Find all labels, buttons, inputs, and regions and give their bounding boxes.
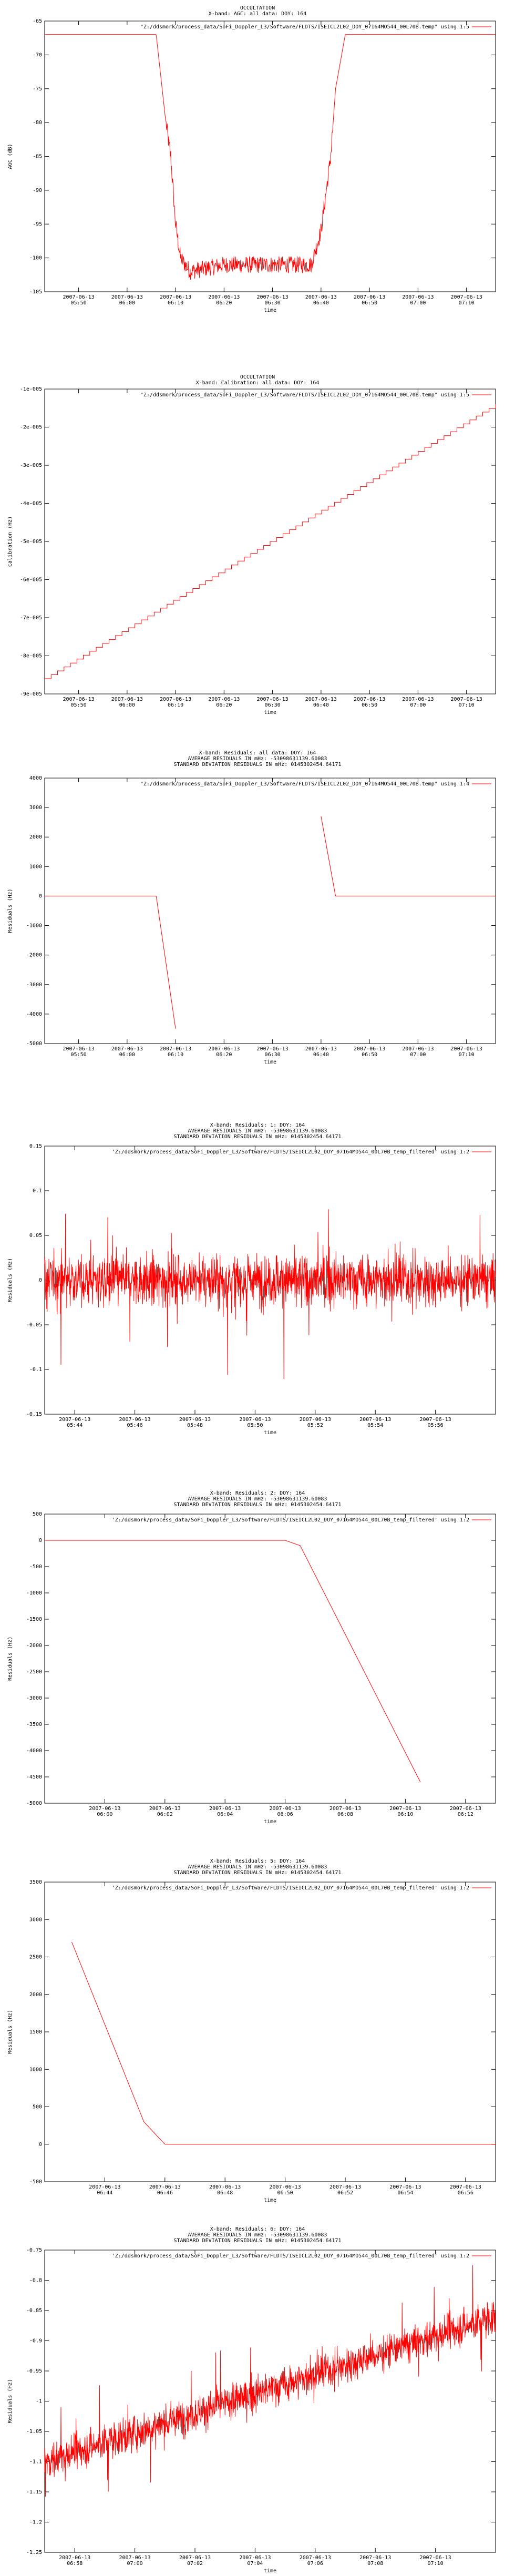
legend-label: 'Z:/ddsmork/process_data/SoFi_Doppler_L3/Software/FLDTS/ISEICL2L02_DOY_07164MO544_00L70B_temp_filtered' using 1:2 xyxy=(111,1517,469,1523)
legend-label: "Z:/ddsmork/process_data/SoFi_Doppler_L3/Software/FLDTS/ISEICL2L02_DOY_07164MO544_00L70B.temp" using 1:5 xyxy=(140,24,469,30)
x-tick-label: 07:00 xyxy=(410,702,426,708)
x-tick-label: 2007-06-13 xyxy=(359,2555,392,2561)
x-tick-label: 05:50 xyxy=(70,300,87,306)
x-tick-label: 06:10 xyxy=(168,300,184,306)
x-tick-label: 06:20 xyxy=(216,702,232,708)
y-tick-label: -2000 xyxy=(26,1643,42,1649)
x-tick-label: 2007-06-13 xyxy=(111,294,143,300)
y-tick-label: -3000 xyxy=(26,982,42,988)
chart-panel-4 xyxy=(7,1122,496,1436)
plot-frame xyxy=(45,1514,496,1803)
y-tick-label: -1 xyxy=(35,2398,42,2405)
chart-title-line: X-band: Residuals: 6: DOY: 164 xyxy=(210,2226,305,2232)
chart-panel-6 xyxy=(7,1858,496,2203)
x-tick-label: 06:12 xyxy=(457,1812,473,1817)
y-tick-label: 500 xyxy=(32,1511,42,1517)
chart-panel-5 xyxy=(7,1490,496,1825)
x-tick-label: 07:10 xyxy=(458,300,475,306)
x-tick-label: 2007-06-13 xyxy=(389,1806,421,1812)
x-tick-label: 05:52 xyxy=(307,1423,323,1428)
x-tick-label: 06:08 xyxy=(337,1812,354,1817)
x-tick-label: 06:50 xyxy=(362,300,378,306)
y-tick-label: -8e-005 xyxy=(19,653,42,659)
y-tick-label: -75 xyxy=(32,86,42,92)
x-tick-label: 05:44 xyxy=(67,1423,83,1428)
y-axis-label: AGC (dB) xyxy=(7,144,13,169)
x-tick-label: 07:00 xyxy=(127,2561,143,2567)
x-tick-label: 2007-06-13 xyxy=(305,1046,337,1052)
x-tick-label: 06:58 xyxy=(67,2561,83,2567)
x-tick-label: 2007-06-13 xyxy=(111,1046,143,1052)
x-tick-label: 05:56 xyxy=(427,1423,444,1428)
x-axis-label: time xyxy=(263,1819,277,1825)
chart-title-line: X-band: Calibration: all data: DOY: 164 xyxy=(195,380,320,386)
x-tick-label: 2007-06-13 xyxy=(329,2184,362,2190)
chart-title-line: AVERAGE RESIDUALS IN mHz: -53098631139.60083 xyxy=(188,1864,327,1870)
x-tick-label: 2007-06-13 xyxy=(59,1417,91,1423)
chart-title-line: X-band: Residuals: 2: DOY: 164 xyxy=(210,1490,305,1496)
x-tick-label: 2007-06-13 xyxy=(402,697,434,702)
chart-title-line: X-band: AGC: all data: DOY: 164 xyxy=(208,11,307,17)
y-tick-label: -4500 xyxy=(26,1774,42,1780)
chart-title-line: AVERAGE RESIDUALS IN mHz: -53098631139.60083 xyxy=(188,1128,327,1134)
x-tick-label: 2007-06-13 xyxy=(419,1417,451,1423)
x-axis-label: time xyxy=(263,308,277,313)
x-tick-label: 06:06 xyxy=(277,1812,293,1817)
legend-label: "Z:/ddsmork/process_data/SoFi_Doppler_L3/Software/FLDTS/ISEICL2L02_DOY_07164MO544_00L70B.temp" using 1:5 xyxy=(140,392,469,398)
y-tick-label: -105 xyxy=(29,289,42,295)
x-tick-label: 2007-06-13 xyxy=(89,1806,121,1812)
y-tick-label: -7e-005 xyxy=(19,615,42,621)
y-axis-label: Residuals (Hz) xyxy=(7,1636,13,1681)
x-tick-label: 06:30 xyxy=(264,1052,281,1058)
x-tick-label: 06:00 xyxy=(119,300,135,306)
x-tick-label: 2007-06-13 xyxy=(305,294,337,300)
y-tick-label: -0.05 xyxy=(26,1322,42,1328)
x-tick-label: 07:00 xyxy=(410,1052,426,1058)
chart-panel-2 xyxy=(7,374,496,715)
x-tick-label: 06:44 xyxy=(97,2190,113,2196)
y-tick-label: 3000 xyxy=(29,1917,42,1923)
legend-label: 'Z:/ddsmork/process_data/SoFi_Doppler_L3/Software/FLDTS/ISEICL2L02_DOY_07164MO544_00L70B_temp_filtered' using 1:2 xyxy=(111,2253,469,2259)
y-tick-label: 2500 xyxy=(29,1954,42,1960)
x-tick-label: 06:20 xyxy=(216,1052,232,1058)
series-line xyxy=(45,2265,496,2497)
x-tick-label: 2007-06-13 xyxy=(449,1806,481,1812)
x-tick-label: 2007-06-13 xyxy=(305,697,337,702)
y-tick-label: -95 xyxy=(32,221,42,228)
chart-title-line: X-band: Residuals: all data: DOY: 164 xyxy=(199,750,316,756)
y-tick-label: -3500 xyxy=(26,1722,42,1727)
y-tick-label: 0 xyxy=(38,893,42,899)
y-tick-label: -0.85 xyxy=(26,2308,42,2314)
y-tick-label: -6e-005 xyxy=(19,577,42,583)
plot-frame xyxy=(45,778,496,1044)
x-tick-label: 07:10 xyxy=(427,2561,444,2567)
x-tick-label: 2007-06-13 xyxy=(449,2184,481,2190)
x-tick-label: 2007-06-13 xyxy=(299,1417,331,1423)
y-tick-label: -0.95 xyxy=(26,2368,42,2374)
series-line xyxy=(45,1540,420,1782)
y-tick-label: -3e-005 xyxy=(19,463,42,468)
y-tick-label: -0.75 xyxy=(26,2247,42,2253)
x-tick-label: 06:46 xyxy=(157,2190,173,2196)
x-tick-label: 2007-06-13 xyxy=(119,1417,151,1423)
x-tick-label: 06:30 xyxy=(264,300,281,306)
y-tick-label: -1000 xyxy=(26,1590,42,1596)
x-tick-label: 2007-06-13 xyxy=(111,697,143,702)
x-tick-label: 06:10 xyxy=(168,702,184,708)
y-tick-label: -1.1 xyxy=(29,2459,42,2465)
y-tick-label: -1000 xyxy=(26,923,42,929)
y-axis-label: Residuals (Hz) xyxy=(7,1258,13,1303)
chart-panel-3 xyxy=(7,750,496,1065)
x-tick-label: 06:40 xyxy=(313,702,329,708)
x-tick-label: 2007-06-13 xyxy=(159,294,192,300)
x-tick-label: 06:50 xyxy=(362,702,378,708)
y-tick-label: 500 xyxy=(32,2104,42,2110)
y-tick-label: -5000 xyxy=(26,1801,42,1806)
x-tick-label: 06:40 xyxy=(313,300,329,306)
x-tick-label: 06:48 xyxy=(217,2190,233,2196)
x-tick-label: 2007-06-13 xyxy=(59,2555,91,2561)
x-tick-label: 06:00 xyxy=(119,702,135,708)
chart-title-line: AVERAGE RESIDUALS IN mHz: -53098631139.60083 xyxy=(188,1496,327,1502)
y-tick-label: 2000 xyxy=(29,834,42,841)
series-line xyxy=(45,35,496,280)
x-tick-label: 2007-06-13 xyxy=(402,294,434,300)
x-tick-label: 2007-06-13 xyxy=(354,294,386,300)
x-tick-label: 2007-06-13 xyxy=(256,294,289,300)
y-tick-label: -0.9 xyxy=(29,2338,42,2344)
x-tick-label: 2007-06-13 xyxy=(149,1806,181,1812)
x-tick-label: 2007-06-13 xyxy=(359,1417,392,1423)
x-tick-label: 07:00 xyxy=(410,300,426,306)
y-tick-label: 0 xyxy=(38,1538,42,1543)
y-axis-label: Calibration (Hz) xyxy=(7,516,13,567)
x-tick-label: 06:54 xyxy=(397,2190,414,2196)
x-tick-label: 2007-06-13 xyxy=(269,2184,301,2190)
y-tick-label: 0.05 xyxy=(29,1233,42,1239)
x-axis-label: time xyxy=(263,2197,277,2203)
chart-panel-7 xyxy=(7,2226,496,2574)
y-tick-label: -0.1 xyxy=(29,1367,42,1373)
x-tick-label: 2007-06-13 xyxy=(239,1417,271,1423)
y-tick-label: 1000 xyxy=(29,864,42,870)
chart-title-line: AVERAGE RESIDUALS IN mHz: -53098631139.60083 xyxy=(188,2232,327,2238)
x-tick-label: 2007-06-13 xyxy=(354,1046,386,1052)
x-tick-label: 2007-06-13 xyxy=(269,1806,301,1812)
x-tick-label: 05:50 xyxy=(247,1423,263,1428)
x-tick-label: 2007-06-13 xyxy=(179,1417,211,1423)
x-tick-label: 2007-06-13 xyxy=(299,2555,331,2561)
y-tick-label: -4000 xyxy=(26,1748,42,1754)
x-tick-label: 2007-06-13 xyxy=(149,2184,181,2190)
x-tick-label: 2007-06-13 xyxy=(89,2184,121,2190)
series-line xyxy=(45,1209,496,1379)
x-axis-label: time xyxy=(263,2568,277,2574)
legend-label: 'Z:/ddsmork/process_data/SoFi_Doppler_L3/Software/FLDTS/ISEICL2L02_DOY_07164MO544_00L70B_temp_filtered' using 1:2 xyxy=(111,1149,469,1155)
x-tick-label: 2007-06-13 xyxy=(450,1046,482,1052)
y-tick-label: -2000 xyxy=(26,952,42,958)
y-tick-label: -2e-005 xyxy=(19,424,42,431)
x-tick-label: 06:00 xyxy=(119,1052,135,1058)
y-tick-label: -500 xyxy=(29,1564,42,1570)
y-tick-label: -4000 xyxy=(26,1011,42,1017)
y-tick-label: 1500 xyxy=(29,2029,42,2035)
y-tick-label: -2500 xyxy=(26,1669,42,1675)
chart-title-line: STANDARD DEVIATION RESIDUALS IN mHz: 0145302454.64171 xyxy=(173,1502,342,1508)
chart-panel-1 xyxy=(7,5,496,313)
y-tick-label: -1e-005 xyxy=(19,386,42,392)
x-tick-label: 07:02 xyxy=(187,2561,203,2567)
y-tick-label: -9e-005 xyxy=(19,691,42,697)
x-tick-label: 07:06 xyxy=(307,2561,323,2567)
x-tick-label: 06:00 xyxy=(97,1812,113,1817)
y-tick-label: -85 xyxy=(32,154,42,160)
y-tick-label: 0.15 xyxy=(29,1143,42,1149)
plot-frame xyxy=(45,2250,496,2552)
x-tick-label: 07:08 xyxy=(367,2561,384,2567)
x-tick-label: 2007-06-13 xyxy=(63,697,95,702)
chart-title-line: OCCULTATION xyxy=(240,374,275,380)
x-tick-label: 06:52 xyxy=(337,2190,354,2196)
x-tick-label: 2007-06-13 xyxy=(450,294,482,300)
series-line xyxy=(45,816,496,1029)
plot-frame xyxy=(45,1882,496,2182)
chart-title-line: X-band: Residuals: 5: DOY: 164 xyxy=(210,1858,305,1864)
x-tick-label: 05:50 xyxy=(70,702,87,708)
x-tick-label: 2007-06-13 xyxy=(450,697,482,702)
y-axis-label: Residuals (Hz) xyxy=(7,2379,13,2424)
y-tick-label: -5000 xyxy=(26,1041,42,1047)
y-tick-label: -80 xyxy=(32,120,42,126)
y-tick-label: -0.15 xyxy=(26,1412,42,1417)
x-tick-label: 06:30 xyxy=(264,702,281,708)
y-axis-label: Residuals (Hz) xyxy=(7,2009,13,2054)
x-axis-label: time xyxy=(263,1430,277,1436)
y-tick-label: -1.2 xyxy=(29,2519,42,2526)
x-tick-label: 2007-06-13 xyxy=(119,2555,151,2561)
x-tick-label: 07:10 xyxy=(458,1052,475,1058)
x-tick-label: 2007-06-13 xyxy=(179,2555,211,2561)
x-tick-label: 2007-06-13 xyxy=(208,1046,240,1052)
chart-title-line: STANDARD DEVIATION RESIDUALS IN mHz: 0145302454.64171 xyxy=(173,1870,342,1876)
y-tick-label: -500 xyxy=(29,2179,42,2185)
x-tick-label: 06:20 xyxy=(216,300,232,306)
y-tick-label: 2000 xyxy=(29,1991,42,1998)
y-tick-label: -1500 xyxy=(26,1617,42,1622)
chart-title-line: STANDARD DEVIATION RESIDUALS IN mHz: 0145302454.64171 xyxy=(173,762,342,768)
x-tick-label: 2007-06-13 xyxy=(208,697,240,702)
legend-label: "Z:/ddsmork/process_data/SoFi_Doppler_L3/Software/FLDTS/ISEICL2L02_DOY_07164MO544_00L70B.temp" using 1:4 xyxy=(140,781,469,787)
x-tick-label: 2007-06-13 xyxy=(256,697,289,702)
y-tick-label: -70 xyxy=(32,52,42,58)
y-tick-label: 0.1 xyxy=(32,1188,42,1194)
x-tick-label: 06:04 xyxy=(217,1812,233,1817)
y-tick-label: 4000 xyxy=(29,775,42,781)
x-tick-label: 2007-06-13 xyxy=(419,2555,451,2561)
y-tick-label: -1.05 xyxy=(26,2429,42,2435)
y-tick-label: -1.15 xyxy=(26,2489,42,2495)
x-tick-label: 06:02 xyxy=(157,1812,173,1817)
x-tick-label: 05:46 xyxy=(127,1423,143,1428)
y-tick-label: -0.8 xyxy=(29,2277,42,2284)
y-tick-label: 0 xyxy=(38,2141,42,2148)
y-tick-label: -1.25 xyxy=(26,2550,42,2555)
plot-frame xyxy=(45,21,496,292)
x-tick-label: 06:10 xyxy=(168,1052,184,1058)
chart-title-line: AVERAGE RESIDUALS IN mHz: -53098631139.60083 xyxy=(188,756,327,762)
y-tick-label: 3000 xyxy=(29,805,42,811)
x-tick-label: 2007-06-13 xyxy=(63,1046,95,1052)
x-tick-label: 05:50 xyxy=(70,1052,87,1058)
x-tick-label: 2007-06-13 xyxy=(209,2184,241,2190)
x-tick-label: 2007-06-13 xyxy=(402,1046,434,1052)
y-tick-label: 3500 xyxy=(29,1879,42,1885)
x-tick-label: 07:04 xyxy=(247,2561,263,2567)
x-tick-label: 06:50 xyxy=(277,2190,293,2196)
legend-label: 'Z:/ddsmork/process_data/SoFi_Doppler_L3/Software/FLDTS/ISEICL2L02_DOY_07164MO544_00L70B_temp_filtered' using 1:2 xyxy=(111,1885,469,1891)
x-tick-label: 2007-06-13 xyxy=(159,697,192,702)
x-tick-label: 2007-06-13 xyxy=(209,1806,241,1812)
series-line xyxy=(45,404,496,679)
y-tick-label: 0 xyxy=(38,1277,42,1283)
chart-title-line: STANDARD DEVIATION RESIDUALS IN mHz: 0145302454.64171 xyxy=(173,2238,342,2244)
x-tick-label: 06:40 xyxy=(313,1052,329,1058)
x-tick-label: 2007-06-13 xyxy=(159,1046,192,1052)
x-tick-label: 2007-06-13 xyxy=(256,1046,289,1052)
y-tick-label: -4e-005 xyxy=(19,500,42,507)
x-tick-label: 2007-06-13 xyxy=(63,294,95,300)
y-tick-label: -90 xyxy=(32,187,42,193)
y-axis-label: Residuals (Hz) xyxy=(7,888,13,933)
chart-title-line: OCCULTATION xyxy=(240,5,275,11)
chart-title-line: STANDARD DEVIATION RESIDUALS IN mHz: 0145302454.64171 xyxy=(173,1134,342,1140)
y-tick-label: 1000 xyxy=(29,2067,42,2073)
x-tick-label: 07:10 xyxy=(458,702,475,708)
y-tick-label: -100 xyxy=(29,255,42,261)
x-tick-label: 06:56 xyxy=(457,2190,473,2196)
x-tick-label: 2007-06-13 xyxy=(354,697,386,702)
chart-title-line: X-band: Residuals: 1: DOY: 164 xyxy=(210,1122,305,1128)
y-tick-label: -5e-005 xyxy=(19,539,42,545)
x-tick-label: 06:50 xyxy=(362,1052,378,1058)
x-tick-label: 05:48 xyxy=(187,1423,203,1428)
x-tick-label: 05:54 xyxy=(367,1423,384,1428)
x-tick-label: 06:10 xyxy=(397,1812,414,1817)
x-tick-label: 2007-06-13 xyxy=(389,2184,421,2190)
x-tick-label: 2007-06-13 xyxy=(329,1806,362,1812)
x-axis-label: time xyxy=(263,1059,277,1065)
x-tick-label: 2007-06-13 xyxy=(208,294,240,300)
x-tick-label: 2007-06-13 xyxy=(239,2555,271,2561)
y-tick-label: -3000 xyxy=(26,1695,42,1701)
series-line xyxy=(72,1942,496,2144)
y-tick-label: -65 xyxy=(32,18,42,24)
x-axis-label: time xyxy=(263,710,277,715)
